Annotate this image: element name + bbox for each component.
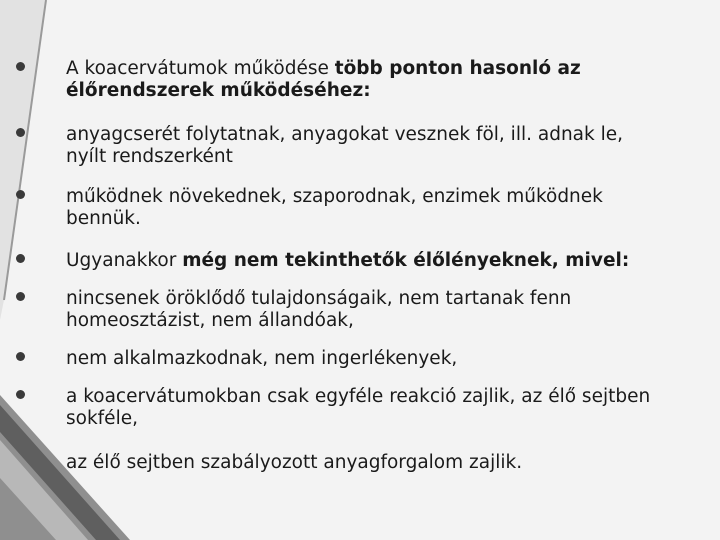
bullet-dot-icon: [16, 352, 25, 361]
item-4-text: Ugyanakkor: [66, 250, 183, 271]
bullet-dot-icon: [16, 254, 25, 263]
item-1-bold-text: több ponton hasonló az élőrendszerek működéséhez:: [66, 58, 581, 101]
item-8-text: az élő sejtben szabályozott anyagforgalom zajlik.: [66, 452, 523, 473]
item-7-text: a koacervátumokban csak egyféle reakció zajlik, az élő sejtben sokféle,: [66, 386, 651, 429]
bullet-dot-icon: [16, 390, 25, 399]
item-4-bold-text: még nem tekinthetők élőlényeknek, mivel:: [182, 250, 630, 271]
item-6-text: nem alkalmazkodnak, nem ingerlékenyek,: [66, 348, 458, 369]
item-2-text: anyagcserét folytatnak, anyagokat vesznek föl, ill. adnak le, nyílt rendszerként: [66, 124, 623, 167]
item-3-text: működnek növekednek, szaporodnak, enzimek működnek bennük.: [66, 186, 603, 229]
bullet-dot-icon: [16, 292, 25, 301]
bullet-dot-icon: [16, 128, 25, 137]
bullet-dot-icon: [16, 190, 25, 199]
item-1-text: A koacervátumok működése: [66, 58, 335, 79]
bullet-dot-icon: [16, 62, 25, 71]
item-5-text: nincsenek öröklődő tulajdonságaik, nem tartanak fenn homeosztázist, nem állandóak,: [66, 288, 572, 331]
